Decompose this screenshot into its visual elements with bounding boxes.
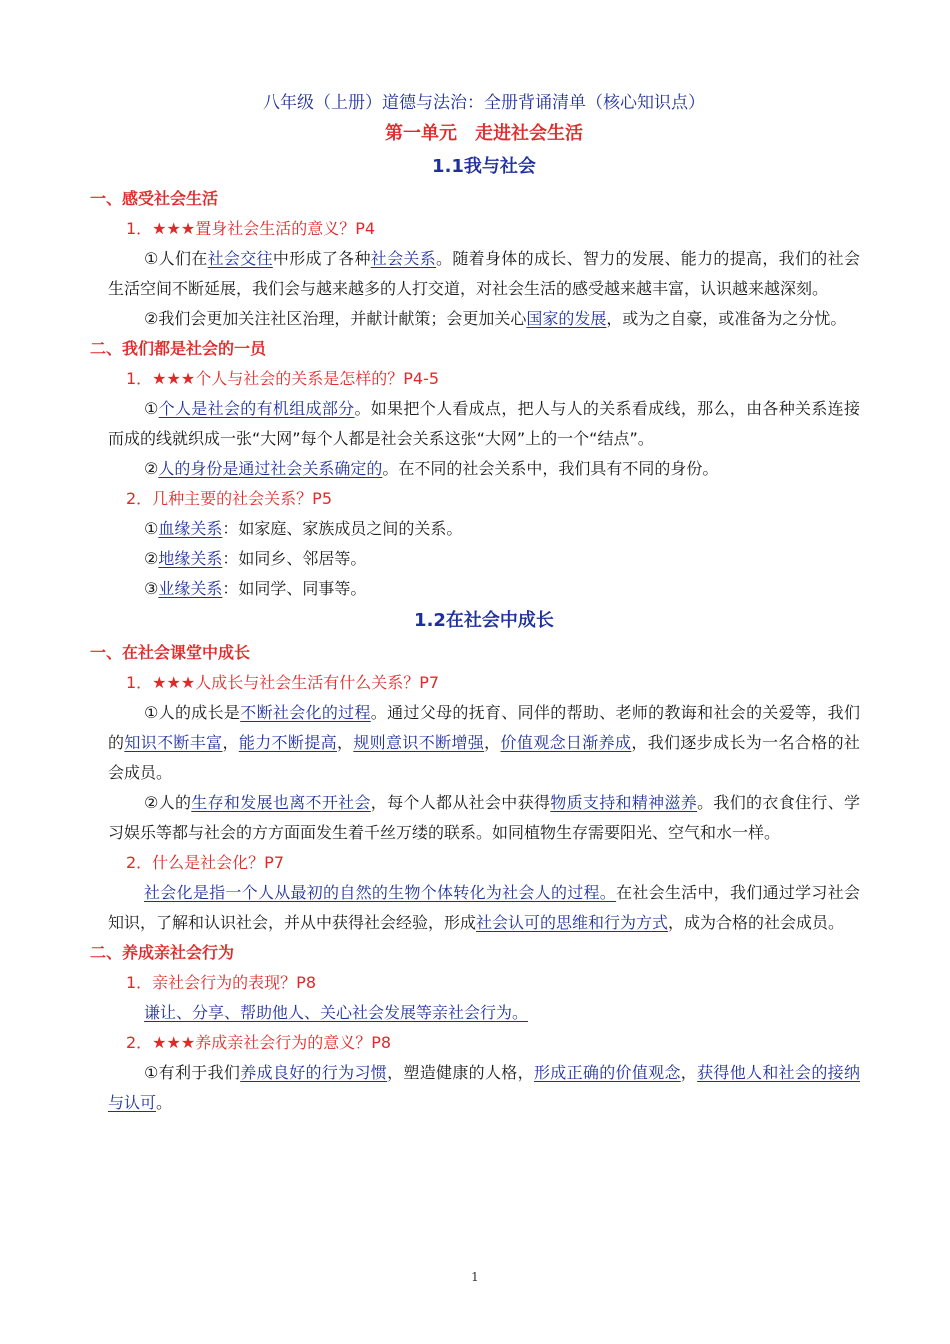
question: 1．★★★个人与社会的关系是怎样的？P4-5 (126, 369, 439, 388)
answer-paragraph: ②我们会更加关注社区治理，并献计献策；会更加关心国家的发展，或为之自豪，或准备为之分忧。 (144, 309, 847, 328)
document-page (90, 88, 860, 1118)
key-phrase: 知识不断丰富 (124, 733, 223, 752)
key-phrase: 社会关系 (370, 249, 437, 268)
key-phrase: 不断社会化的过程 (240, 703, 371, 722)
answer-paragraph: ②人的生存和发展也离不开社会，每个人都从社会中获得物质支持和精神滋养。我们的衣食住行、学习娱乐等都与社会的方方面面发生着千丝万缕的联系。如同植物生存需要阳光、空气和水一样。 (108, 793, 860, 842)
unit-title: 第一单元 走进社会生活 (385, 123, 583, 144)
lesson-title: 1.1我与社会 (432, 156, 536, 177)
section-heading: 二、养成亲社会行为 (90, 943, 235, 962)
section-heading: 一、感受社会生活 (90, 189, 219, 208)
key-phrase: 业缘关系 (158, 579, 223, 598)
answer-line: ②地缘关系：如同乡、邻居等。 (144, 549, 367, 568)
question: 1．★★★置身社会生活的意义？P4 (126, 219, 376, 238)
key-phrase: 个人是社会的有机组成部分 (158, 399, 355, 418)
key-phrase: 谦让、分享、帮助他人、关心社会发展等亲社会行为。 (144, 1003, 529, 1022)
key-phrase: 获得他人和社会的接纳与认可 (108, 1063, 860, 1112)
key-phrase: 价值观念日渐养成 (500, 733, 632, 752)
question: 2．几种主要的社会关系？P5 (126, 489, 333, 508)
question: 1．★★★人成长与社会生活有什么关系？P7 (126, 673, 440, 692)
key-phrase: 社会交往 (207, 249, 273, 268)
answer-line: ③业缘关系：如同学、同事等。 (144, 579, 367, 598)
question: 2．★★★养成亲社会行为的意义？P8 (126, 1033, 392, 1052)
key-phrase: 社会认可的思维和行为方式 (476, 913, 669, 932)
question: 2．什么是社会化？P7 (126, 853, 285, 872)
key-phrase: 规则意识不断增强 (353, 733, 485, 752)
key-phrase: 社会化是指一个人从最初的自然的生物个体转化为社会人的过程。 (144, 883, 617, 902)
answer-paragraph: ①个人是社会的有机组成部分。如果把个人看成点，把人与人的关系看成线，那么，由各种关系连接而成的线就织成一张“大网”每个人都是社会关系这张“大网”上的一个“结点”。 (108, 399, 860, 448)
key-phrase: 血缘关系 (158, 519, 223, 538)
key-phrase: 生存和发展也离不开社会 (191, 793, 371, 812)
answer-paragraph: ①人们在社会交往中形成了各种社会关系。随着身体的成长、智力的发展、能力的提高，我们的社会生活空间不断延展，我们会与越来越多的人打交道，对社会生活的感受越来越丰富，认识越来越深刻。 (108, 249, 860, 298)
answer-line: ①血缘关系：如家庭、家族成员之间的关系。 (144, 519, 463, 538)
answer-paragraph: 社会化是指一个人从最初的自然的生物个体转化为社会人的过程。在社会生活中，我们通过学习社会知识，了解和认识社会，并从中获得社会经验，形成社会认可的思维和行为方式，成为合格的社会成员。 (108, 883, 860, 932)
key-phrase: 国家的发展 (526, 309, 607, 328)
page-number: 1 (471, 1270, 479, 1284)
document-title: 八年级（上册）道德与法治：全册背诵清单（核心知识点） (263, 93, 705, 113)
answer-line (108, 998, 860, 1028)
key-phrase: 物质支持和精神滋养 (550, 793, 698, 812)
key-phrase: 养成良好的行为习惯 (240, 1063, 388, 1082)
key-phrase: 能力不断提高 (238, 733, 337, 752)
section-heading: 一、在社会课堂中成长 (90, 643, 251, 662)
key-phrase: 地缘关系 (158, 549, 223, 568)
lesson-title: 1.2在社会中成长 (414, 610, 554, 631)
answer-paragraph: ②人的身份是通过社会关系确定的。在不同的社会关系中，我们具有不同的身份。 (144, 459, 719, 478)
question: 1．亲社会行为的表现？P8 (126, 973, 317, 992)
key-phrase: 人的身份是通过社会关系确定的 (158, 459, 383, 478)
key-phrase: 形成正确的价值观念 (533, 1063, 681, 1082)
answer-paragraph: ①人的成长是不断社会化的过程。通过父母的抚育、同伴的帮助、老师的教诲和社会的关爱等，我们的知识不断丰富，能力不断提高，规则意识不断增强，价值观念日渐养成，我们逐步成长为一名合格的社会成员。 (108, 703, 860, 782)
section-heading: 二、我们都是社会的一员 (90, 339, 267, 358)
answer-paragraph: ①有利于我们养成良好的行为习惯，塑造健康的人格，形成正确的价值观念，获得他人和社会的接纳与认可。 (108, 1063, 860, 1112)
